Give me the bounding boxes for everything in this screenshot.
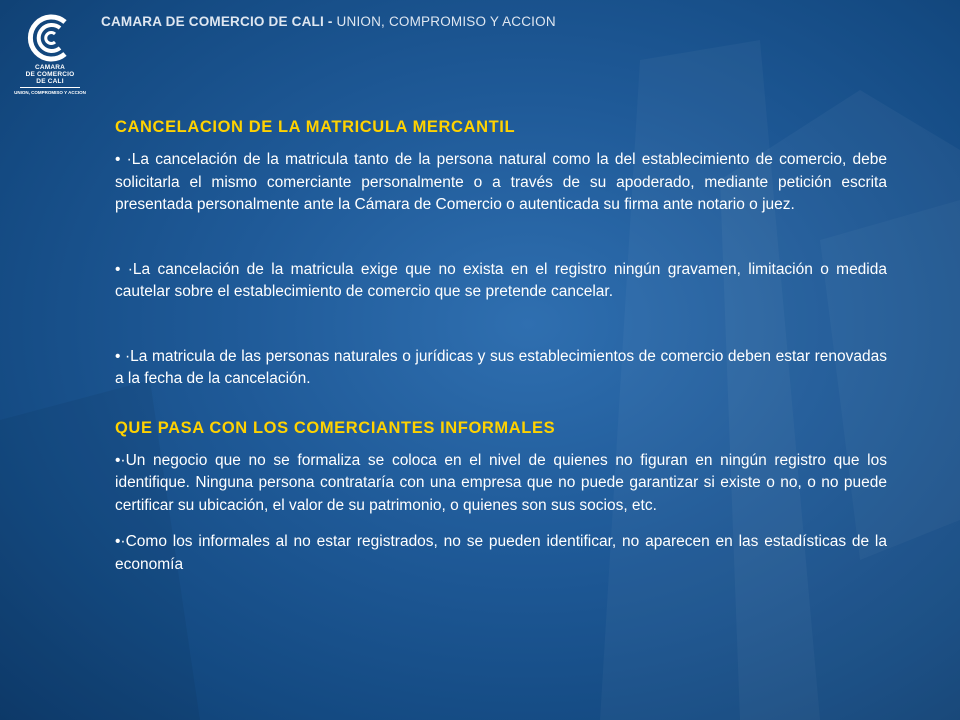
slide-content	[115, 118, 887, 576]
logo-divider	[20, 87, 80, 88]
header-org-name: CAMARA DE COMERCIO DE CALI -	[101, 14, 333, 29]
header-slogan: UNION, COMPROMISO Y ACCION	[336, 14, 556, 29]
section-heading-informales: QUE PASA CON LOS COMERCIANTES INFORMALES	[115, 418, 556, 437]
bullet-cancelacion-3: • ·La matricula de las personas naturales o jurídicas y sus establecimientos de comercio deben estar renovadas a la fecha de la cancelación.	[115, 347, 887, 387]
logo-motto: UNION, COMPROMISO Y ACCION	[14, 90, 86, 95]
logo-text-line3: DE CALI	[36, 78, 64, 85]
bullet-informales-1: •·Un negocio que no se formaliza se coloca en el nivel de quienes no figuran en ningún registro que los identifique. Ninguna persona contrataría con una empresa que no puede garantizar si existe o no, o no puede certificar su ubicación, el valor de su patrimonio, o quienes son sus socios, etc.	[115, 451, 887, 514]
logo-text-line1: CAMARA	[34, 64, 66, 71]
bullet-informales-2: •·Como los informales al no estar registrados, no se pueden identificar, no aparecen en las estadísticas de la economía	[115, 533, 887, 573]
chamber-logo	[14, 12, 86, 112]
bullet-cancelacion-2: • ·La cancelación de la matricula exige que no exista en el registro ningún gravamen, limitación o medida cautelar sobre el establecimiento de comercio que se pretende cancelar.	[115, 260, 887, 300]
logo-text-line2: DE COMERCIO	[25, 71, 75, 78]
logo-c-emblem-icon	[25, 12, 75, 64]
header-title	[101, 14, 556, 29]
section-heading-cancelacion: CANCELACION DE LA MATRICULA MERCANTIL	[115, 118, 516, 136]
bullet-cancelacion-1: • ·La cancelación de la matricula tanto de la persona natural como la del establecimiento de comercio, debe solicitarla el mismo comerciante personalmente o a través de su apoderado, mediante petición escrita presentada personalmente ante la Cámara de Comercio o autenticada su firma ante notario o juez.	[115, 151, 887, 213]
